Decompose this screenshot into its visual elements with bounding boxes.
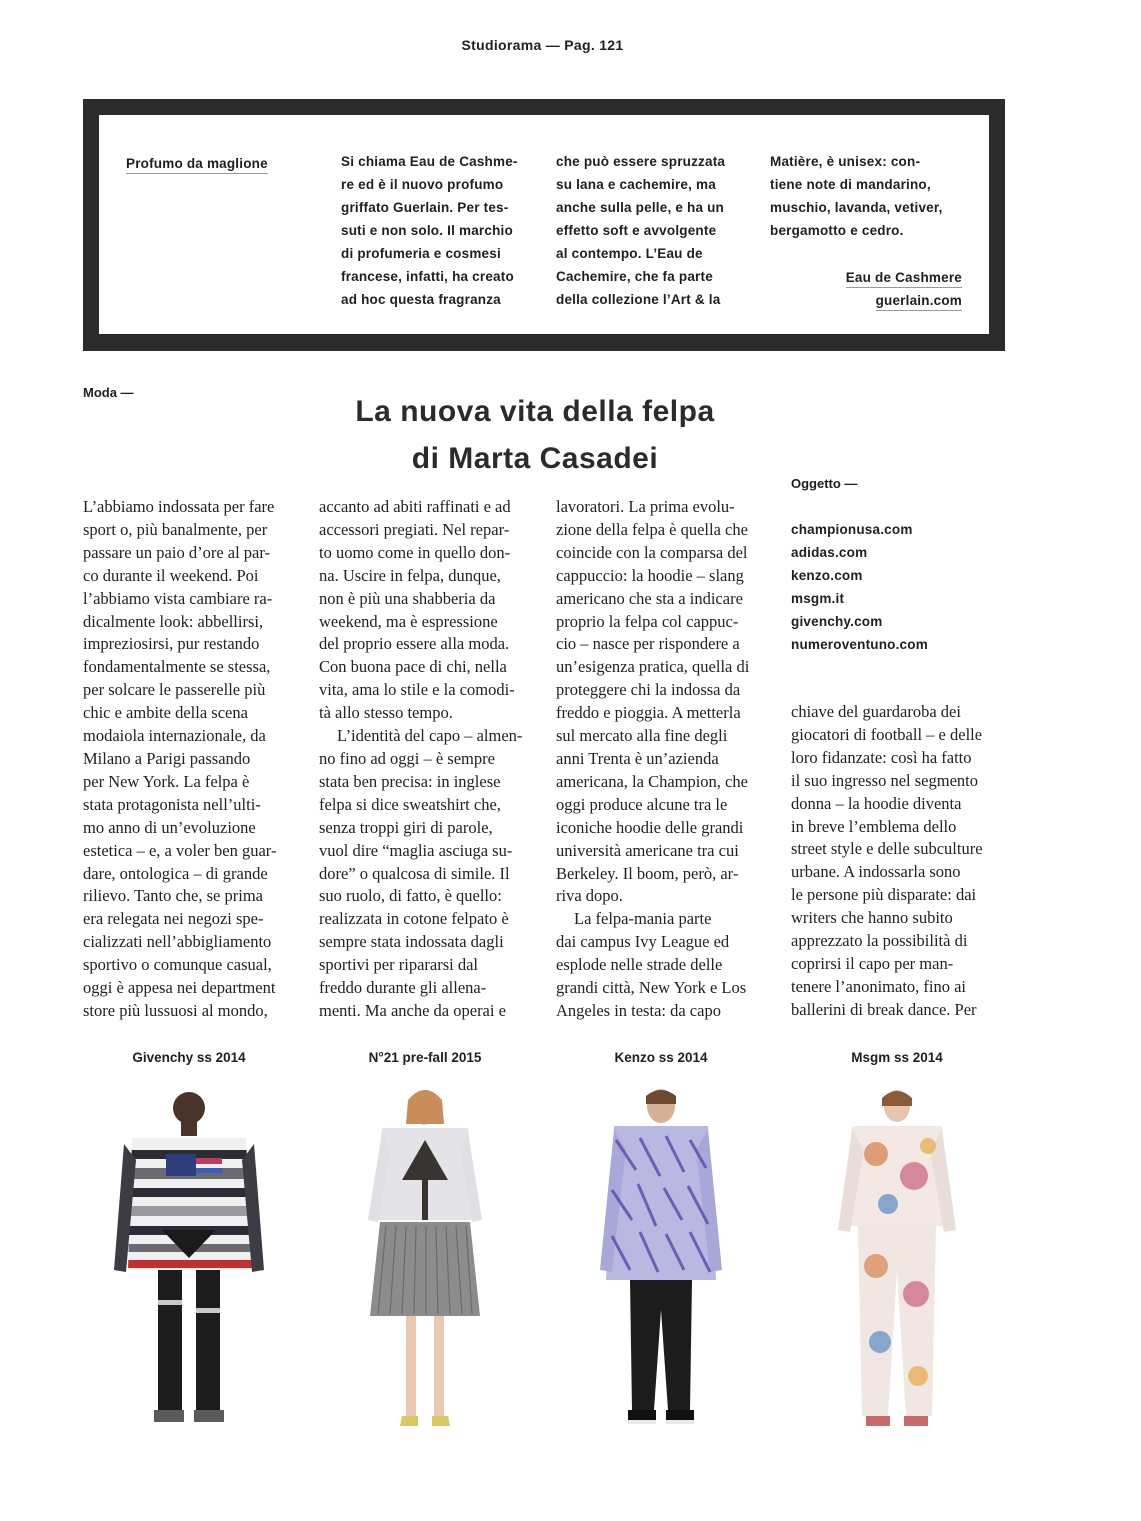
article-text-line: sul mercato alla fine degli	[556, 726, 728, 746]
article-text-line: modaiola internazionale, da	[83, 726, 266, 746]
article-text-line: stata ben precisa: in inglese	[319, 771, 501, 791]
brand-link[interactable]: msgm.it	[791, 591, 845, 606]
article-text-line: impreziosirsi, pur restando	[83, 634, 260, 654]
article-text-line: iconiche hoodie delle grandi	[556, 817, 744, 837]
brand-link[interactable]: givenchy.com	[791, 614, 883, 629]
brand-link[interactable]: adidas.com	[791, 545, 868, 560]
article-text-line: weekend, ma è espressione	[319, 611, 498, 631]
caption-msgm: Msgm ss 2014	[851, 1050, 943, 1065]
article-text-line: grandi città, New York e Los	[556, 978, 747, 998]
article-text-line: apprezzato la possibilità di	[791, 931, 968, 951]
runway-photo-n21	[320, 1080, 530, 1450]
article-text-line: accanto ad abiti raffinati e ad	[319, 497, 511, 516]
box-text-line: anche sulla pelle, e ha un	[556, 200, 725, 215]
article-text-line: tà allo stesso tempo.	[319, 703, 453, 723]
box-text-line: Si chiama Eau de Cashme-	[341, 154, 518, 169]
article-text-line: accessori pregiati. Nel repar-	[319, 519, 510, 539]
article-text-line: coincide con la comparsa del	[556, 542, 748, 562]
box-column-1	[341, 150, 518, 311]
article-text-line: ballerini di break dance. Per	[791, 999, 977, 1019]
page-header: Studiorama — Pag. 121	[461, 37, 624, 53]
article-text-line: vita, ama lo stile e la comodi-	[319, 680, 515, 700]
article-text-line: proteggere chi la indossa da	[556, 680, 741, 700]
article-text-line: sportivi per ripararsi dal	[319, 955, 478, 975]
article-text-line: realizzata in cotone felpato è	[319, 909, 509, 929]
article-text-line: senza troppi giri di parole,	[319, 817, 493, 837]
article-text-line: writers che hanno subito	[791, 908, 953, 928]
article-text-line: del proprio essere alla moda.	[319, 634, 510, 654]
article-column-4	[791, 701, 983, 1022]
box-text-line: griffato Guerlain. Per tes-	[341, 200, 509, 215]
article-text-line: dai campus Ivy League ed	[556, 932, 730, 952]
caption-kenzo: Kenzo ss 2014	[614, 1050, 708, 1065]
box-text-line: suti e non solo. Il marchio	[341, 223, 513, 238]
article-text-line: dare, ontologica – di grande	[83, 863, 268, 883]
article-column-3	[556, 496, 749, 1023]
article-text-line: cializzati nell’abbigliamento	[83, 932, 272, 952]
article-text-line: freddo durante gli allena-	[319, 978, 487, 998]
article-text-line: le persone più disparate: dai	[791, 885, 977, 905]
article-text-line: chiave del guardaroba dei	[791, 702, 961, 721]
article-text-line: suo ruolo, di fatto, è quello:	[319, 886, 502, 906]
article-text-line: Berkeley. Il boom, però, ar-	[556, 863, 739, 883]
article-text-line: store più lussuosi al mondo,	[83, 1000, 268, 1020]
article-text-line: Con buona pace di chi, nella	[319, 657, 507, 677]
brand-link[interactable]: championusa.com	[791, 522, 913, 537]
article-text-line: sportivo o comunque casual,	[83, 955, 272, 975]
article-text-line: era relegata nei negozi spe-	[83, 909, 264, 929]
article-text-line: passare un paio d’ore al par-	[83, 542, 271, 562]
article-text-line: l’abbiamo vista cambiare ra-	[83, 588, 273, 608]
article-column-2	[319, 496, 522, 1023]
article-text-line: sport o, più banalmente, per	[83, 519, 268, 539]
caption-givenchy: Givenchy ss 2014	[132, 1050, 246, 1065]
runway-photo-kenzo	[556, 1080, 766, 1450]
box-link-product[interactable]: Eau de Cashmere	[846, 269, 962, 288]
article-text-line: zione della felpa è quella che	[556, 519, 748, 539]
article-text-line: rilievo. Tanto che, se prima	[83, 886, 263, 906]
article-text-line: per solcare le passerelle più	[83, 680, 266, 700]
box-text-line: ad hoc questa fragranza	[341, 292, 501, 307]
box-text-line: al contempo. L’Eau de	[556, 246, 703, 261]
article-column-1	[83, 496, 276, 1023]
runway-photo-givenchy	[84, 1080, 294, 1450]
box-text-line: su lana e cachemire, ma	[556, 177, 716, 192]
article-text-line: università americane tra cui	[556, 840, 739, 860]
sidebar-label: Oggetto —	[791, 476, 858, 491]
article-text-line: vuol dire “maglia asciuga su-	[319, 840, 513, 860]
article-text-line: cappuccio: la hoodie – slang	[556, 565, 744, 585]
box-text-line: tiene note di mandarino,	[770, 177, 931, 192]
box-column-2	[556, 150, 725, 311]
box-text-line: muschio, lavanda, vetiver,	[770, 200, 943, 215]
article-text-line: street style e delle subculture	[791, 839, 983, 859]
caption-n21: N°21 pre-fall 2015	[368, 1050, 482, 1065]
box-text-line: che può essere spruzzata	[556, 154, 726, 169]
article-text-line: oggi produce alcune tra le	[556, 794, 728, 814]
article-text-line: Angeles in testa: da capo	[556, 1000, 721, 1020]
article-text-line: co durante il weekend. Poi	[83, 565, 259, 585]
box-link-url[interactable]: guerlain.com	[876, 292, 962, 311]
article-text-line: anni Trenta è un’azienda	[556, 748, 719, 768]
article-text-line: La felpa-mania parte	[574, 909, 712, 929]
section-label: Moda —	[83, 385, 134, 400]
box-text-line: francese, infatti, ha creato	[341, 269, 514, 284]
brand-link[interactable]: kenzo.com	[791, 568, 863, 583]
article-text-line: coprirsi il capo per man-	[791, 953, 954, 973]
article-text-line: proprio la felpa col cappuc-	[556, 611, 739, 631]
title-line-2: di Marta Casadei	[411, 442, 659, 475]
article-text-line: urbane. A indossarla sono	[791, 862, 961, 882]
article-text-line: estetica – e, a voler ben guar-	[83, 840, 277, 860]
article-text-line: stata protagonista nell’ulti-	[83, 794, 261, 814]
article-text-line: oggi è appesa nei department	[83, 978, 276, 998]
box-title: Profumo da maglione	[126, 156, 268, 174]
article-text-line: non è più una shabberia da	[319, 588, 496, 608]
article-text-line: menti. Ma anche da operai e	[319, 1000, 506, 1020]
article-title	[295, 388, 775, 482]
article-text-line: dicalmente look: abbellirsi,	[83, 611, 264, 631]
box-text-line: di profumeria e cosmesi	[341, 246, 501, 261]
brand-link[interactable]: numeroventuno.com	[791, 637, 928, 652]
article-text-line: to uomo come in quello don-	[319, 542, 511, 562]
brand-links	[791, 518, 928, 656]
article-text-line: americano che sta a indicare	[556, 588, 743, 608]
article-text-line: dore” o qualcosa di simile. Il	[319, 863, 510, 883]
article-text-line: sempre stata indossata dagli	[319, 932, 504, 952]
box-column-3	[770, 150, 943, 242]
title-line-1: La nuova vita della felpa	[355, 395, 715, 428]
article-text-line: lavoratori. La prima evolu-	[556, 497, 735, 516]
box-text-line: effetto soft e avvolgente	[556, 223, 717, 238]
article-text-line: americana, la Champion, che	[556, 771, 748, 791]
box-links	[770, 266, 962, 312]
article-text-line: freddo e pioggia. A metterla	[556, 703, 741, 723]
box-text-line: re ed è il nuovo profumo	[341, 177, 504, 192]
article-text-line: cio – nasce per rispondere a	[556, 634, 740, 654]
article-text-line: felpa si dice sweatshirt che,	[319, 794, 501, 814]
article-text-line: esplode nelle strade delle	[556, 955, 723, 975]
article-text-line: fondamentalmente se stessa,	[83, 657, 271, 677]
article-text-line: il suo ingresso nel segmento	[791, 770, 978, 790]
article-text-line: no fino ad oggi – è sempre	[319, 748, 495, 768]
runway-photo-msgm	[792, 1080, 1002, 1450]
article-text-line: riva dopo.	[556, 886, 623, 906]
article-text-line: Milano a Parigi passando	[83, 748, 251, 768]
box-text-line: Cachemire, che fa parte	[556, 269, 713, 284]
box-text-line: della collezione l’Art & la	[556, 292, 721, 307]
article-text-line: mo anno di un’evoluzione	[83, 817, 256, 837]
article-text-line: per New York. La felpa è	[83, 771, 250, 791]
article-text-line: giocatori di football – e delle	[791, 724, 983, 744]
article-text-line: L’abbiamo indossata per fare	[83, 497, 275, 516]
article-text-line: L’identità del capo – almen-	[337, 726, 523, 746]
article-text-line: loro fidanzate: così ha fatto	[791, 747, 972, 767]
article-text-line: na. Uscire in felpa, dunque,	[319, 565, 501, 585]
article-text-line: in breve l’emblema dello	[791, 816, 957, 836]
article-text-line: un’esigenza pratica, quella di	[556, 657, 750, 677]
article-text-line: donna – la hoodie diventa	[791, 793, 962, 813]
article-text-line: tenere l’anonimato, fino ai	[791, 976, 967, 996]
article-text-line: chic e ambite della scena	[83, 703, 248, 723]
box-text-line: bergamotto e cedro.	[770, 223, 904, 238]
box-text-line: Matière, è unisex: con-	[770, 154, 921, 169]
